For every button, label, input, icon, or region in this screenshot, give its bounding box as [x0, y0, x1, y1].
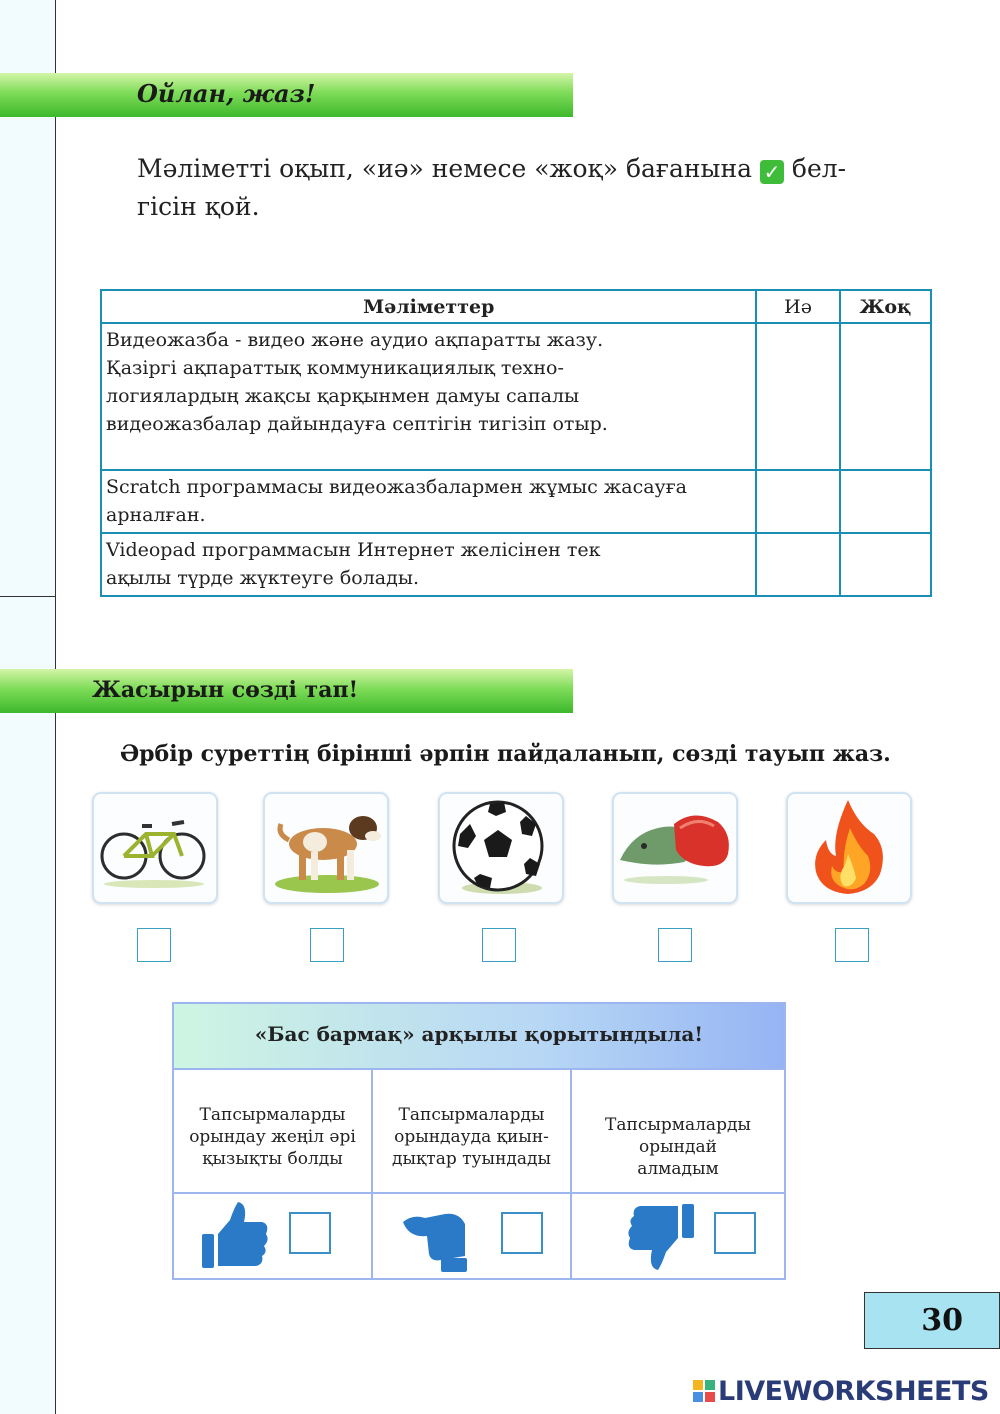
- row-text: Scratch программасы видеожазбалармен жұмыс жасауға арналған.: [101, 470, 756, 533]
- rating-cell-sideways: [373, 1194, 572, 1278]
- dog-picture: [263, 792, 389, 904]
- letter-input-4[interactable]: [658, 928, 692, 962]
- bicycle-icon: [94, 794, 216, 902]
- dog-icon: [265, 794, 387, 902]
- table-row: [101, 470, 931, 533]
- ball-icon: [440, 794, 562, 902]
- mushroom-picture: [612, 792, 738, 904]
- section-title: Жасырын сөзді тап!: [92, 677, 359, 703]
- bicycle-picture: [92, 792, 218, 904]
- page-number: 30: [921, 1303, 963, 1338]
- mushroom-icon: [614, 794, 736, 902]
- ball-picture: [438, 792, 564, 904]
- row-text: Videopad программасын Интернет желісінен тек ақылы түрде жүктеуге болады.: [101, 533, 756, 596]
- yes-cell[interactable]: [756, 533, 839, 596]
- table-row: [101, 323, 931, 470]
- margin-divider: [0, 596, 55, 597]
- evaluation-header: «Бас бармақ» арқылы қорытындыла!: [174, 1004, 784, 1070]
- rating-checkbox-up[interactable]: [289, 1212, 331, 1254]
- checkmark-icon: ✓: [760, 160, 784, 184]
- no-cell[interactable]: [840, 533, 931, 596]
- section-title: Ойлан, жаз!: [137, 79, 316, 108]
- info-table: [100, 289, 932, 597]
- no-cell[interactable]: [840, 470, 931, 533]
- header-no: Жоқ: [840, 290, 931, 323]
- option-failed: Тапсырмаларды орындай алмадым: [572, 1068, 784, 1194]
- rating-checkbox-down[interactable]: [714, 1212, 756, 1254]
- table-row: [101, 533, 931, 596]
- letter-input-2[interactable]: [310, 928, 344, 962]
- rating-cell-up: [174, 1194, 373, 1278]
- section-banner-hidden-word: [0, 669, 573, 713]
- thumbs-up-icon: [200, 1200, 270, 1272]
- option-easy: Тапсырмаларды орындау жеңіл әрі қызықты болды: [174, 1068, 373, 1194]
- letter-input-3[interactable]: [482, 928, 516, 962]
- thumbs-down-icon: [626, 1200, 696, 1272]
- instruction-text: Әрбір суреттің бірінші әрпін пайдаланып, сөзді тауып жаз.: [120, 741, 891, 767]
- header-yes: Иә: [756, 290, 839, 323]
- section-banner-think-write: [0, 73, 573, 117]
- instruction-text: Мәліметті оқып, «иә» немесе «жоқ» бағанына ✓ бел- гісін қой.: [137, 154, 847, 221]
- no-cell[interactable]: [840, 323, 931, 470]
- header-info: Мәліметтер: [101, 290, 756, 323]
- fire-icon: [788, 794, 910, 902]
- fire-picture: [786, 792, 912, 904]
- evaluation-table: [172, 1002, 786, 1280]
- table-header-row: [101, 290, 931, 323]
- yes-cell[interactable]: [756, 470, 839, 533]
- rating-checkbox-sideways[interactable]: [501, 1212, 543, 1254]
- yes-cell[interactable]: [756, 323, 839, 470]
- rating-cell-down: [572, 1194, 784, 1278]
- row-text: Видеожазба - видео және аудио ақпаратты жазу. Қазіргі ақпараттық коммуникациялық техно- логиялардың жақсы қарқынмен дамуы сапалы видеожазбалар дайындауға септігін тигізіп отыр.: [101, 323, 756, 470]
- letter-input-1[interactable]: [137, 928, 171, 962]
- liveworksheets-logo-icon: [693, 1380, 715, 1402]
- watermark-text[interactable]: LIVEWORKSHEETS: [718, 1376, 989, 1407]
- option-difficult: Тапсырмаларды орындауда қиын- дықтар туындады: [373, 1068, 572, 1194]
- page-number-box: [864, 1292, 1000, 1349]
- letter-input-5[interactable]: [835, 928, 869, 962]
- thumbs-sideways-icon: [401, 1204, 471, 1276]
